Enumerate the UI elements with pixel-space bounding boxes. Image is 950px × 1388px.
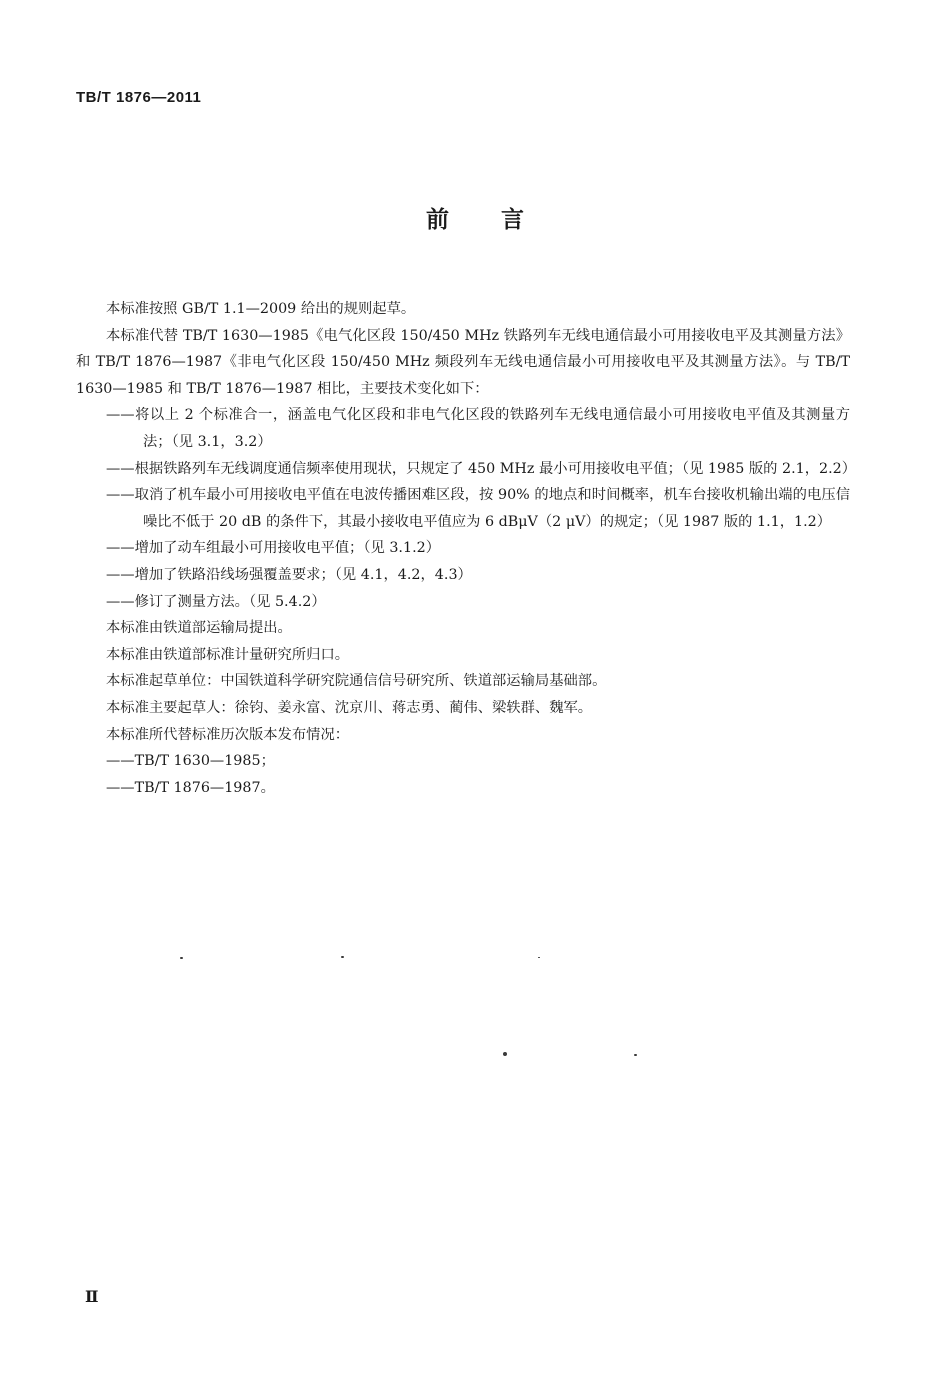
drafting-rule-paragraph: 本标准按照 GB/T 1.1—2009 给出的规则起草。 bbox=[106, 301, 416, 317]
history-intro-paragraph: 本标准所代替标准历次版本发布情况： bbox=[106, 726, 350, 743]
proposer-paragraph: 本标准由铁道部运输局提出。 bbox=[106, 620, 292, 637]
scan-speck bbox=[180, 957, 183, 959]
scan-speck bbox=[503, 1052, 507, 1056]
administrator-paragraph: 本标准由铁道部标准计量研究所归口。 bbox=[106, 646, 350, 663]
change-item: ——增加了动车组最小可用接收电平值；（见 3.1.2） bbox=[106, 540, 441, 557]
drafting-unit-paragraph: 本标准起草单位：中国铁道科学研究院通信信号研究所、铁道部运输局基础部。 bbox=[106, 673, 607, 690]
drafters-paragraph: 本标准主要起草人：徐钧、姜永富、沈京川、蒋志勇、蔺伟、梁轶群、魏军。 bbox=[106, 699, 593, 716]
scan-speck bbox=[634, 1054, 637, 1056]
change-item: ——将以上 2 个标准合一，涵盖电气化区段和非电气化区段的铁路列车无线电通信最小可用接收电平值及其测量方法；（见 3.1，3.2） bbox=[106, 407, 850, 450]
change-item: ——增加了铁路沿线场强覆盖要求；（见 4.1，4.2，4.3） bbox=[106, 566, 472, 583]
history-item: ——TB/T 1876—1987。 bbox=[106, 779, 275, 796]
change-item: ——修订了测量方法。（见 5.4.2） bbox=[106, 593, 326, 610]
change-item: ——取消了机车最小可用接收电平值在电波传播困难区段，按 90% 的地点和时间概率，机车台接收机输出端的电压信噪比不低于 20 dB 的条件下，其最小接收电平值应为 6 dBμV（2 μV）的规定；（见 1987 版的 1.1，1.2） bbox=[106, 487, 850, 530]
replacement-paragraph: 本标准代替 TB/T 1630—1985《电气化区段 150/450 MHz 铁路列车无线电通信最小可用接收电平及其测量方法》和 TB/T 1876—1987《非电气化区段 150/450 MHz 频段列车无线电通信最小可用接收电平及其测量方法》。与 TB/T 1630—1985 和 TB/T 1876—1987 相比，主要技术变化如下： bbox=[76, 327, 850, 397]
foreword-body bbox=[76, 296, 857, 801]
scan-speck bbox=[341, 956, 344, 958]
history-item: ——TB/T 1630—1985； bbox=[106, 753, 275, 770]
page-title: 前言 bbox=[426, 207, 576, 233]
standard-number: TB/T 1876—2011 bbox=[76, 89, 202, 106]
change-item: ——根据铁路列车无线调度通信频率使用现状，只规定了 450 MHz 最小可用接收电平值；（见 1985 版的 2.1，2.2） bbox=[106, 460, 857, 477]
page-number: Ⅱ bbox=[85, 1287, 99, 1306]
scan-speck bbox=[538, 957, 540, 958]
